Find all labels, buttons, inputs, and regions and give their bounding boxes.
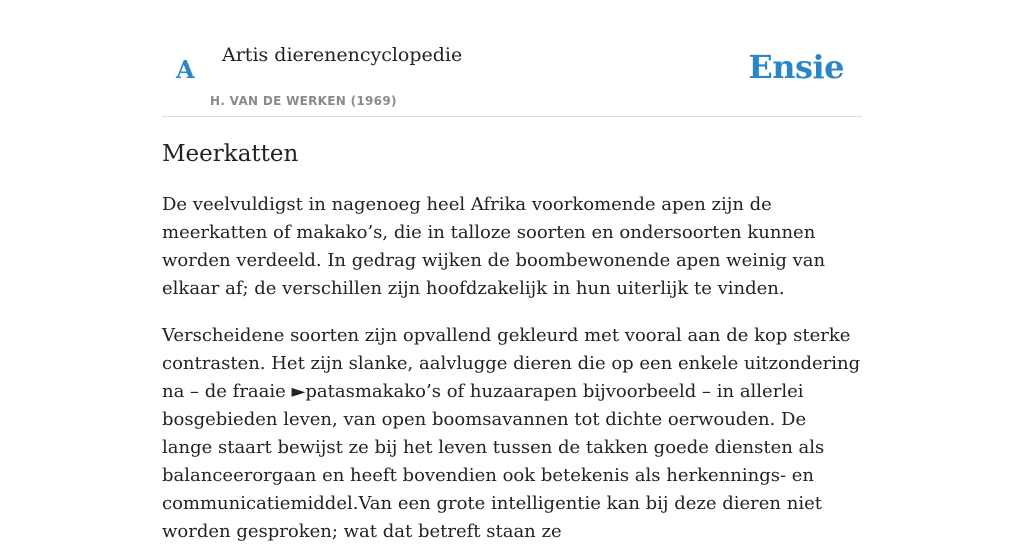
patasmakako-crossref-link[interactable]: ►patasmakako’s: [291, 381, 441, 402]
ensie-logo-link[interactable]: Ensie: [748, 48, 844, 86]
letter-badge-link[interactable]: A: [176, 55, 195, 84]
author-label: H. VAN DE WERKEN (1969): [210, 94, 397, 108]
paragraph-2-text-start: Verscheidene soorten zijn opvallend gekleurd met vooral aan de kop sterke contrasten. Het zijn slanke, aalvlugge dieren die op een enkele uitzondering na – de fraaie: [162, 325, 861, 402]
article-body: [162, 136, 862, 546]
entry-header: [162, 0, 862, 117]
paragraph-2: [162, 322, 862, 546]
entry-title: Meerkatten: [162, 141, 299, 167]
paragraph-2-text-end: of huzaarapen bijvoorbeeld – in allerlei bosgebieden leven, van open boomsavannen tot dichte oerwouden. De lange staart bewijst ze bij het leven tussen de takken goede diensten als balanceerorgaan en heeft bovendien ook betekenis als herkennings- en communicatiemiddel.Van een grote intelligentie kan bij deze dieren niet worden gesproken; wat dat betreft staan ze: [162, 381, 825, 542]
paragraph-1: De veelvuldigst in nagenoeg heel Afrika voorkomende apen zijn de meerkatten of makako’s, die in talloze soorten en ondersoorten kunnen worden verdeeld. In gedrag wijken de boombewonende apen weinig van elkaar af; de verschillen zijn hoofdzakelijk in hun uiterlijk te vinden.: [162, 194, 826, 299]
book-title[interactable]: Artis dierenencyclopedie: [222, 44, 463, 66]
